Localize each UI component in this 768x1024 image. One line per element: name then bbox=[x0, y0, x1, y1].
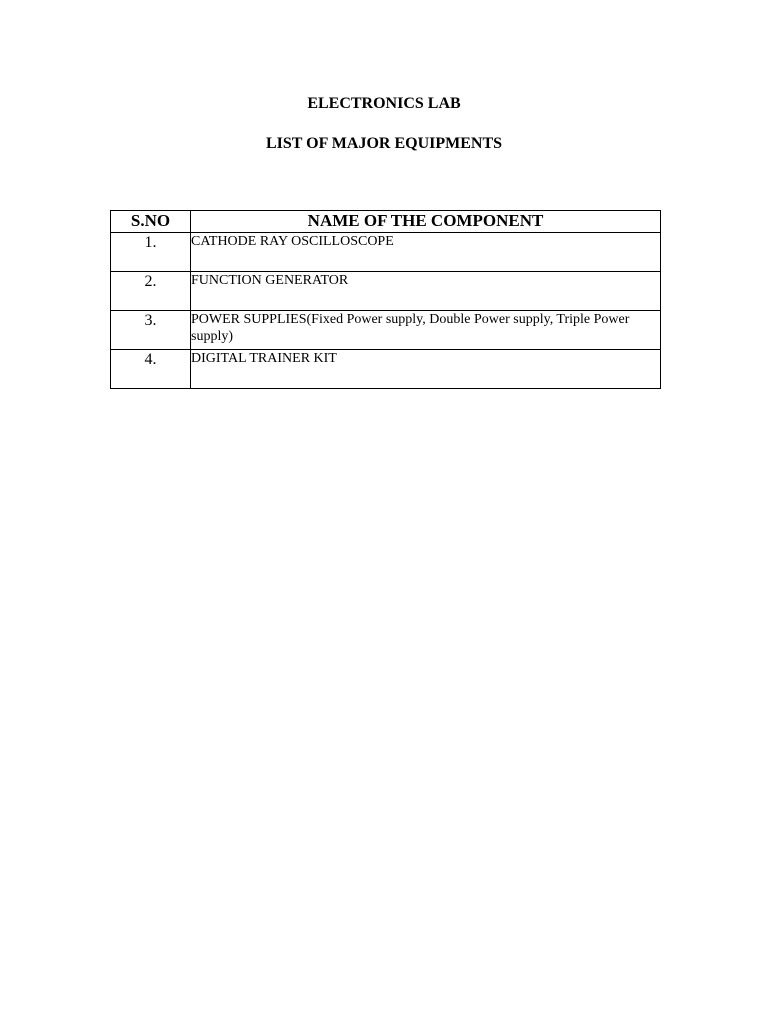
serial-number-cell: 4. bbox=[111, 350, 191, 389]
equipment-table bbox=[110, 210, 661, 389]
column-header-sno: S.NO bbox=[111, 211, 191, 233]
document-title: ELECTRONICS LAB bbox=[307, 95, 461, 112]
table-row bbox=[111, 233, 661, 272]
serial-number-cell: 3. bbox=[111, 311, 191, 350]
serial-number-cell: 2. bbox=[111, 272, 191, 311]
serial-number-cell: 1. bbox=[111, 233, 191, 272]
component-name-cell: POWER SUPPLIES(Fixed Power supply, Double Power supply, Triple Power supply) bbox=[191, 311, 661, 350]
table-row bbox=[111, 311, 661, 350]
table-header-row bbox=[111, 211, 661, 233]
component-name-cell: DIGITAL TRAINER KIT bbox=[191, 350, 661, 389]
document-subtitle: LIST OF MAJOR EQUIPMENTS bbox=[265, 135, 503, 152]
table-row bbox=[111, 350, 661, 389]
table-row bbox=[111, 272, 661, 311]
component-name-cell: CATHODE RAY OSCILLOSCOPE bbox=[191, 233, 661, 272]
component-name-cell: FUNCTION GENERATOR bbox=[191, 272, 661, 311]
column-header-name: NAME OF THE COMPONENT bbox=[191, 211, 661, 233]
